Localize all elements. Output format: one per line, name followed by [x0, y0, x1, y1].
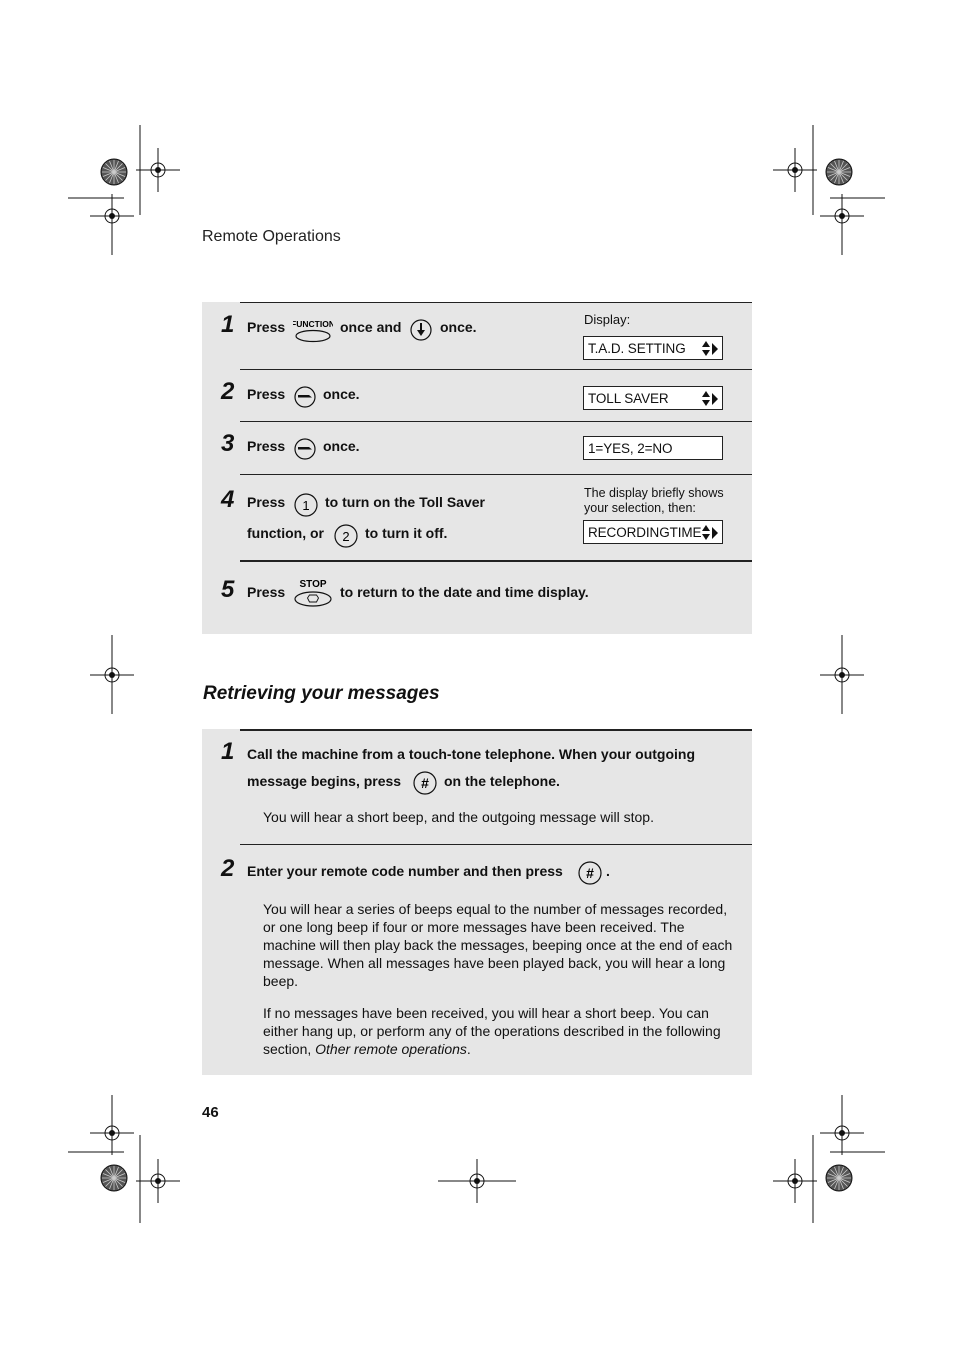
hash-key-label: # — [421, 775, 429, 791]
step-text: Press — [247, 386, 286, 402]
up-down-arrows-icon — [701, 340, 719, 358]
section-heading: Retrieving your messages — [203, 683, 440, 704]
key-2-label: 2 — [342, 529, 350, 544]
step-description — [263, 1004, 741, 1058]
lcd-display — [583, 436, 723, 460]
stop-key-icon — [293, 576, 335, 610]
step-text: on the telephone. — [444, 773, 560, 789]
hash-key-icon — [577, 860, 603, 886]
key-1-icon — [293, 492, 319, 518]
step-text: function, or — [247, 525, 324, 541]
down-arrow-key-icon — [409, 317, 433, 343]
up-down-arrows-icon — [701, 524, 719, 542]
function-key-label: FUNCTION — [293, 319, 333, 329]
hash-key-icon — [412, 770, 438, 796]
divider — [240, 421, 752, 422]
hash-key-label: # — [586, 865, 594, 881]
divider — [240, 474, 752, 475]
step-number: 1 — [221, 311, 235, 338]
step-text: to return to the date and time display. — [340, 584, 589, 600]
step-number: 1 — [221, 738, 235, 765]
step-text: Press — [247, 494, 286, 510]
page-number: 46 — [202, 1104, 219, 1121]
stop-key-label: STOP — [299, 579, 327, 590]
divider — [240, 729, 752, 731]
step-text: Enter your remote code number and then press — [247, 863, 563, 879]
step-text: to turn on the Toll Saver — [325, 494, 485, 510]
step-text: Press — [247, 584, 286, 600]
lcd-text: RECORDINGTIME — [588, 525, 702, 540]
lcd-display — [583, 386, 723, 410]
step-description: You will hear a short beep, and the outgoing message will stop. — [263, 809, 654, 825]
lcd-display — [583, 520, 723, 544]
section-header: Remote Operations — [202, 228, 341, 245]
lcd-text: T.A.D. SETTING — [588, 341, 686, 356]
step-number: 4 — [221, 486, 235, 513]
key-1-label: 1 — [302, 498, 310, 513]
display-note: The display briefly shows your selection, then: — [584, 486, 724, 515]
step-text: message begins, press — [247, 773, 402, 789]
lcd-display — [583, 336, 723, 360]
step-number: 2 — [221, 378, 235, 405]
cross-reference: Other remote operations — [315, 1041, 467, 1057]
divider — [240, 302, 752, 303]
lcd-text: TOLL SAVER — [588, 391, 669, 406]
step-text: Press — [247, 438, 286, 454]
right-arrow-key-icon — [293, 437, 317, 461]
step-text: to turn it off. — [365, 525, 448, 541]
step-text: once. — [323, 438, 360, 454]
step-text: once. — [323, 386, 360, 402]
step-text: Press — [247, 319, 286, 335]
step-text: once. — [440, 319, 477, 335]
step-text: Call the machine from a touch-tone telephone. When your outgoing — [247, 746, 696, 762]
display-label: Display: — [584, 312, 631, 327]
divider — [240, 560, 752, 562]
step-text: once and — [340, 319, 402, 335]
right-arrow-key-icon — [293, 385, 317, 409]
function-key-icon — [293, 318, 333, 344]
up-down-arrows-icon — [701, 390, 719, 408]
step-number: 2 — [221, 855, 235, 882]
paragraph-text: . — [466, 1041, 471, 1057]
step-number: 5 — [221, 576, 235, 603]
step-description: You will hear a series of beeps equal to the number of messages recorded, or one long beep if four or more messages have been received. The machine will then play back the messages, beeping once at the end of each message. When all messages have been played back, you will hear a long beep. — [263, 901, 733, 989]
step-number: 3 — [221, 430, 235, 457]
divider — [240, 844, 752, 845]
key-2-icon — [333, 523, 359, 549]
paragraph-text: If no messages have been received, you will hear a short beep. You can either hang up, or perform any of the operations described in the following section, — [263, 1005, 721, 1057]
lcd-text: 1=YES, 2=NO — [588, 441, 673, 456]
step-text: . — [606, 863, 610, 879]
divider — [240, 369, 752, 370]
